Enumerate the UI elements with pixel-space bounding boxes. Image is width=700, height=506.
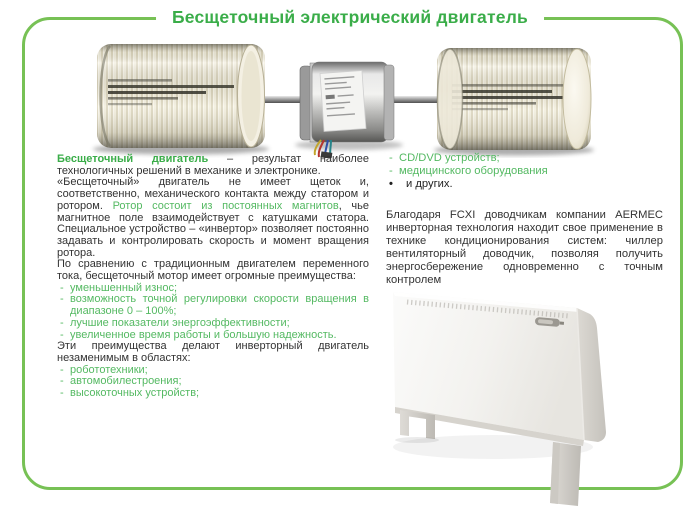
blower-wheel-right xyxy=(437,48,591,150)
brushless-motor-photo xyxy=(88,36,598,158)
list-item: - медицинского оборудования xyxy=(386,165,663,178)
list-item: - робототехники; xyxy=(57,365,369,377)
highlight-run: Ротор состоит из постоянных магнитов xyxy=(112,199,339,212)
description-paragraph xyxy=(57,177,369,259)
list-marker: - xyxy=(60,293,64,306)
list-marker: - xyxy=(60,363,64,376)
blower-wheel-left xyxy=(97,44,265,148)
list-item: - высокоточных устройств; xyxy=(57,388,369,400)
advantages-list xyxy=(57,283,369,342)
intro-heading: Бесщеточный двигатель xyxy=(57,153,209,165)
page-title: Бесщеточный электрический двигатель xyxy=(156,7,544,28)
list-item: - CD/DVD устройств; xyxy=(386,152,663,165)
list-marker: - xyxy=(389,164,393,177)
list-marker: - xyxy=(60,375,64,388)
list-marker: - xyxy=(60,328,64,341)
left-text-column xyxy=(57,154,369,400)
aermec-paragraph: Благодаря FCXI доводчикам компании AERMEC инверторная технология находит свое применение в технике кондиционирования систем: чиллер вентиляторный доводчик, позволяя получить энергосбережение одновременно с точным контролем xyxy=(386,209,663,286)
text-run: – результат наиболее технологичных решений в механике и электронике. xyxy=(57,153,369,177)
applications-intro: Эти преимущества делают инверторный двигатель незаменимым в областях: xyxy=(57,340,369,364)
text-run: , чье магнитное поле взаимодействует с катушками статора. Специальное устройство – «инвертор» позволяет постоянно задавать и контролировать скорость и момент вращения ротора. xyxy=(57,199,369,259)
fan-coil-unit xyxy=(393,292,606,506)
bullet-marker: • xyxy=(389,177,393,190)
advantages-intro: По сравнению с традиционным двигателем переменного тока, бесщеточный мотор имеет огромные преимущества: xyxy=(57,258,369,283)
list-item: - уменьшенный износ; xyxy=(57,283,369,295)
fan-coil-left-leg xyxy=(400,410,435,439)
list-item: - возможность точной регулировки скорости вращения в диапазоне 0 – 100%; xyxy=(57,294,369,317)
list-item: - увеличенное время работы и большую надежность. xyxy=(57,330,369,342)
intro-paragraph xyxy=(57,154,369,177)
fan-coil-unit-photo xyxy=(383,282,635,506)
text-run: «Бесщеточный» двигатель не имеет щеток и, соответственно, механического контакта между статором и ротором. xyxy=(57,176,369,212)
list-item: • и других. xyxy=(386,178,663,191)
applications-list xyxy=(57,365,369,400)
list-marker: - xyxy=(389,152,393,164)
list-marker: - xyxy=(60,281,64,294)
list-marker: - xyxy=(60,316,64,329)
applications-list-continued xyxy=(386,152,663,190)
motor-label xyxy=(320,71,366,132)
list-item: - лучшие показатели энергоэффективности; xyxy=(57,318,369,330)
list-marker: - xyxy=(60,387,64,400)
list-item: - автомобилестроения; xyxy=(57,376,369,388)
